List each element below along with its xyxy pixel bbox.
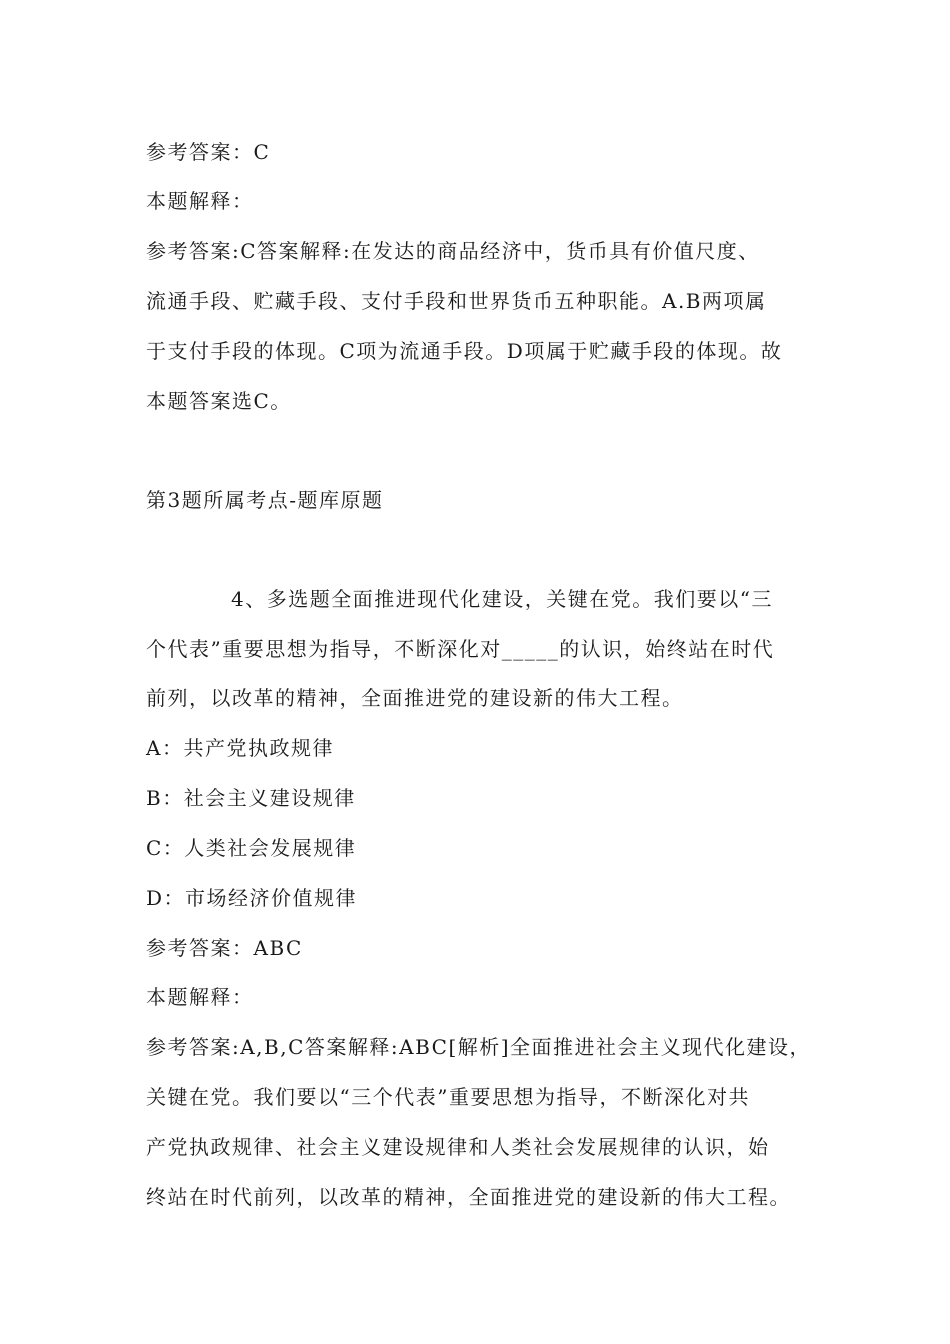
q4-option-b: B：社会主义建设规律 xyxy=(146,786,356,810)
q4-question-line: 4、多选题全面推进现代化建设，关键在党。我们要以“三 xyxy=(231,587,773,611)
q4-option-d: D：市场经济价值规律 xyxy=(146,886,358,910)
q3-topic-line: 第3题所属考点-题库原题 xyxy=(146,488,384,512)
q4-explanation-heading: 本题解释： xyxy=(146,985,254,1009)
q4-option-c: C：人类社会发展规律 xyxy=(146,836,357,860)
q3-explanation-line: 流通手段、贮藏手段、支付手段和世界货币五种职能。A.B两项属 xyxy=(146,289,767,313)
q4-answer-line: 参考答案：ABC xyxy=(146,936,303,960)
q3-answer-line: 参考答案：C xyxy=(146,140,271,164)
q3-explanation-line: 于支付手段的体现。C项为流通手段。D项属于贮藏手段的体现。故 xyxy=(146,339,783,363)
q4-option-a: A：共产党执政规律 xyxy=(146,736,334,760)
q4-question-line: 前列，以改革的精神，全面推进党的建设新的伟大工程。 xyxy=(146,686,684,710)
q4-explanation-line: 关键在党。我们要以“三个代表”重要思想为指导，不断深化对共 xyxy=(146,1085,750,1109)
q3-explanation-line: 本题答案选C。 xyxy=(146,389,292,413)
q4-explanation-line: 产党执政规律、社会主义建设规律和人类社会发展规律的认识，始 xyxy=(146,1135,770,1159)
q4-question-line: 个代表”重要思想为指导，不断深化对_____的认识，始终站在时代 xyxy=(146,637,775,661)
q4-explanation-line: 终站在时代前列，以改革的精神，全面推进党的建设新的伟大工程。 xyxy=(146,1185,791,1209)
q4-explanation-line: 参考答案:A,B,C答案解释:ABC[解析]全面推进社会主义现代化建设， xyxy=(146,1035,812,1059)
q3-explanation-line: 参考答案:C答案解释:在发达的商品经济中，货币具有价值尺度、 xyxy=(146,239,760,263)
q3-explanation-heading: 本题解释： xyxy=(146,189,254,213)
